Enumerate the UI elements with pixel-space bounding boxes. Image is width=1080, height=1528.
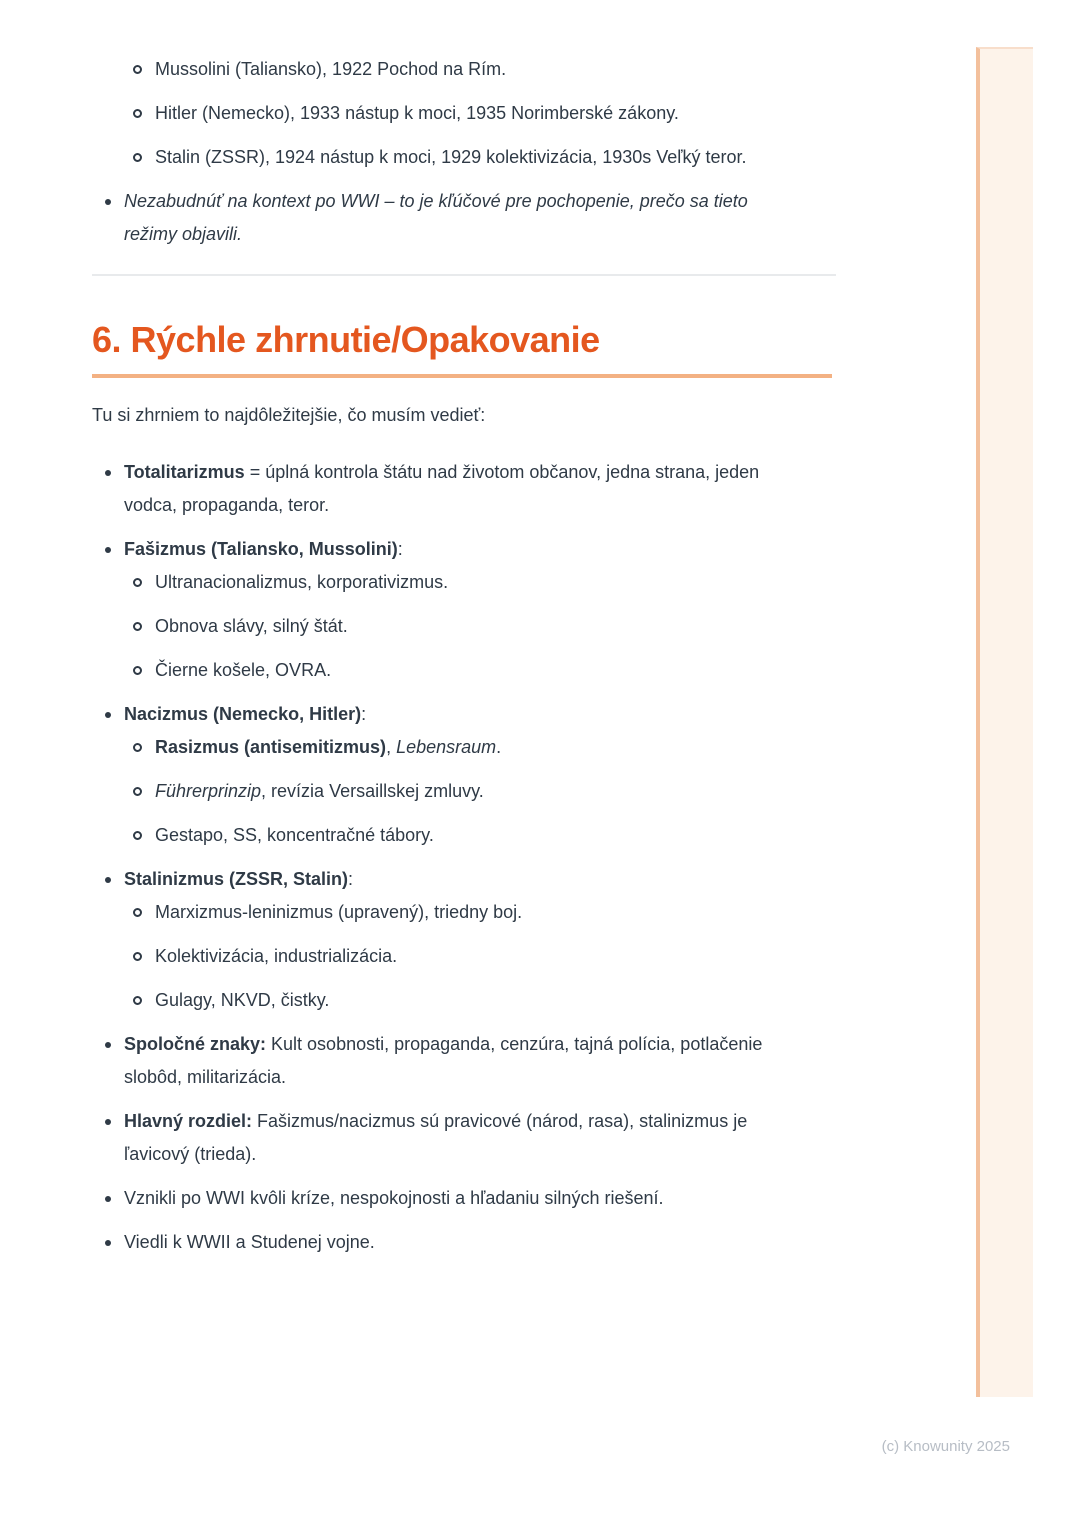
note-list-item (92, 185, 804, 251)
nested-list (124, 896, 804, 1017)
note-list (92, 185, 836, 251)
list-item (92, 53, 765, 86)
section-intro: Tu si zhrniem to najdôležitejšie, čo musím vedieť: (92, 405, 486, 425)
section-divider (92, 274, 836, 276)
dictators-sub-list (92, 47, 836, 174)
nested-list-item (124, 654, 804, 687)
text-segment: : (348, 869, 354, 889)
bold-text: Stalinizmus (ZSSR, Stalin) (124, 869, 349, 889)
bold-text: Totalitarizmus (124, 462, 245, 482)
text-segment: Čierne košele, OVRA. (155, 660, 332, 680)
nested-list-item (124, 610, 804, 643)
text-segment: . (496, 737, 502, 757)
bold-text: Fašizmus (Taliansko, Mussolini) (124, 539, 398, 559)
text-segment: Vznikli po WWI kvôli kríze, nespokojnosti a hľadaniu silných riešení. (124, 1188, 664, 1208)
nested-list (124, 731, 804, 852)
bold-text: Nacizmus (Nemecko, Hitler) (124, 704, 362, 724)
text-segment: , (386, 737, 397, 757)
text-segment: Kolektivizácia, industrializácia. (155, 946, 398, 966)
page-footer: (c) Knowunity 2025 (881, 1438, 1010, 1455)
text-segment: Mussolini (Taliansko), 1922 Pochod na Rím. (155, 59, 507, 79)
bold-text: Hlavný rozdiel: (124, 1111, 253, 1131)
bold-text: Rasizmus (antisemitizmus) (155, 737, 387, 757)
list-item (92, 141, 765, 174)
text-segment: Viedli k WWII a Studenej vojne. (124, 1232, 375, 1252)
text-segment: Marxizmus-leninizmus (upravený), triedny boj. (155, 902, 523, 922)
list-item (92, 863, 804, 1017)
text-segment: = úplná kontrola štátu nad životom občanov, jedna strana, jeden vodca, propaganda, teror. (124, 462, 760, 515)
text-segment: Fašizmus/nacizmus sú pravicové (národ, rasa), stalinizmus je ľavicový (trieda). (124, 1111, 748, 1164)
text-segment: Kult osobnosti, propaganda, cenzúra, tajná polícia, potlačenie slobôd, militarizácia. (124, 1034, 763, 1087)
text-segment: Obnova slávy, silný štát. (155, 616, 348, 636)
nested-list-item (124, 775, 804, 808)
nested-list-item (124, 940, 804, 973)
text-segment: Ultranacionalizmus, korporativizmus. (155, 572, 449, 592)
text-segment: : (361, 704, 367, 724)
italic-text: Lebensraum (396, 737, 497, 757)
text-segment: Hitler (Nemecko), 1933 nástup k moci, 1935 Norimberské zákony. (155, 103, 679, 123)
nested-list-item (124, 819, 804, 852)
nested-list-item (124, 896, 804, 929)
list-item (92, 97, 765, 130)
nested-list-item (124, 731, 804, 764)
list-item (92, 533, 804, 687)
list-item (92, 1105, 804, 1171)
list-item (92, 1028, 804, 1094)
section-heading: 6. Rýchle zhrnutie/Opakovanie (92, 318, 832, 378)
text-segment: Gestapo, SS, koncentračné tábory. (155, 825, 434, 845)
note-text: Nezabudnúť na kontext po WWI – to je kľúčové pre pochopenie, prečo sa tieto režimy objavili. (124, 191, 748, 244)
summary-list (92, 456, 836, 1259)
text-segment: Stalin (ZSSR), 1924 nástup k moci, 1929 kolektivizácia, 1930s Veľký teror. (155, 147, 747, 167)
text-segment: : (397, 539, 403, 559)
nested-list-item (124, 566, 804, 599)
bold-text: Spoločné znaky: (124, 1034, 267, 1054)
list-item (92, 1182, 804, 1215)
text-segment: , revízia Versaillskej zmluvy. (261, 781, 484, 801)
text-segment: Gulagy, NKVD, čistky. (155, 990, 330, 1010)
italic-text: Führerprinzip (155, 781, 262, 801)
list-item (92, 456, 804, 522)
nested-list-item (124, 984, 804, 1017)
next-page-edge (976, 47, 1033, 1397)
list-item (92, 698, 804, 852)
content-column (92, 47, 836, 1270)
list-item (92, 1226, 804, 1259)
nested-list (124, 566, 804, 687)
